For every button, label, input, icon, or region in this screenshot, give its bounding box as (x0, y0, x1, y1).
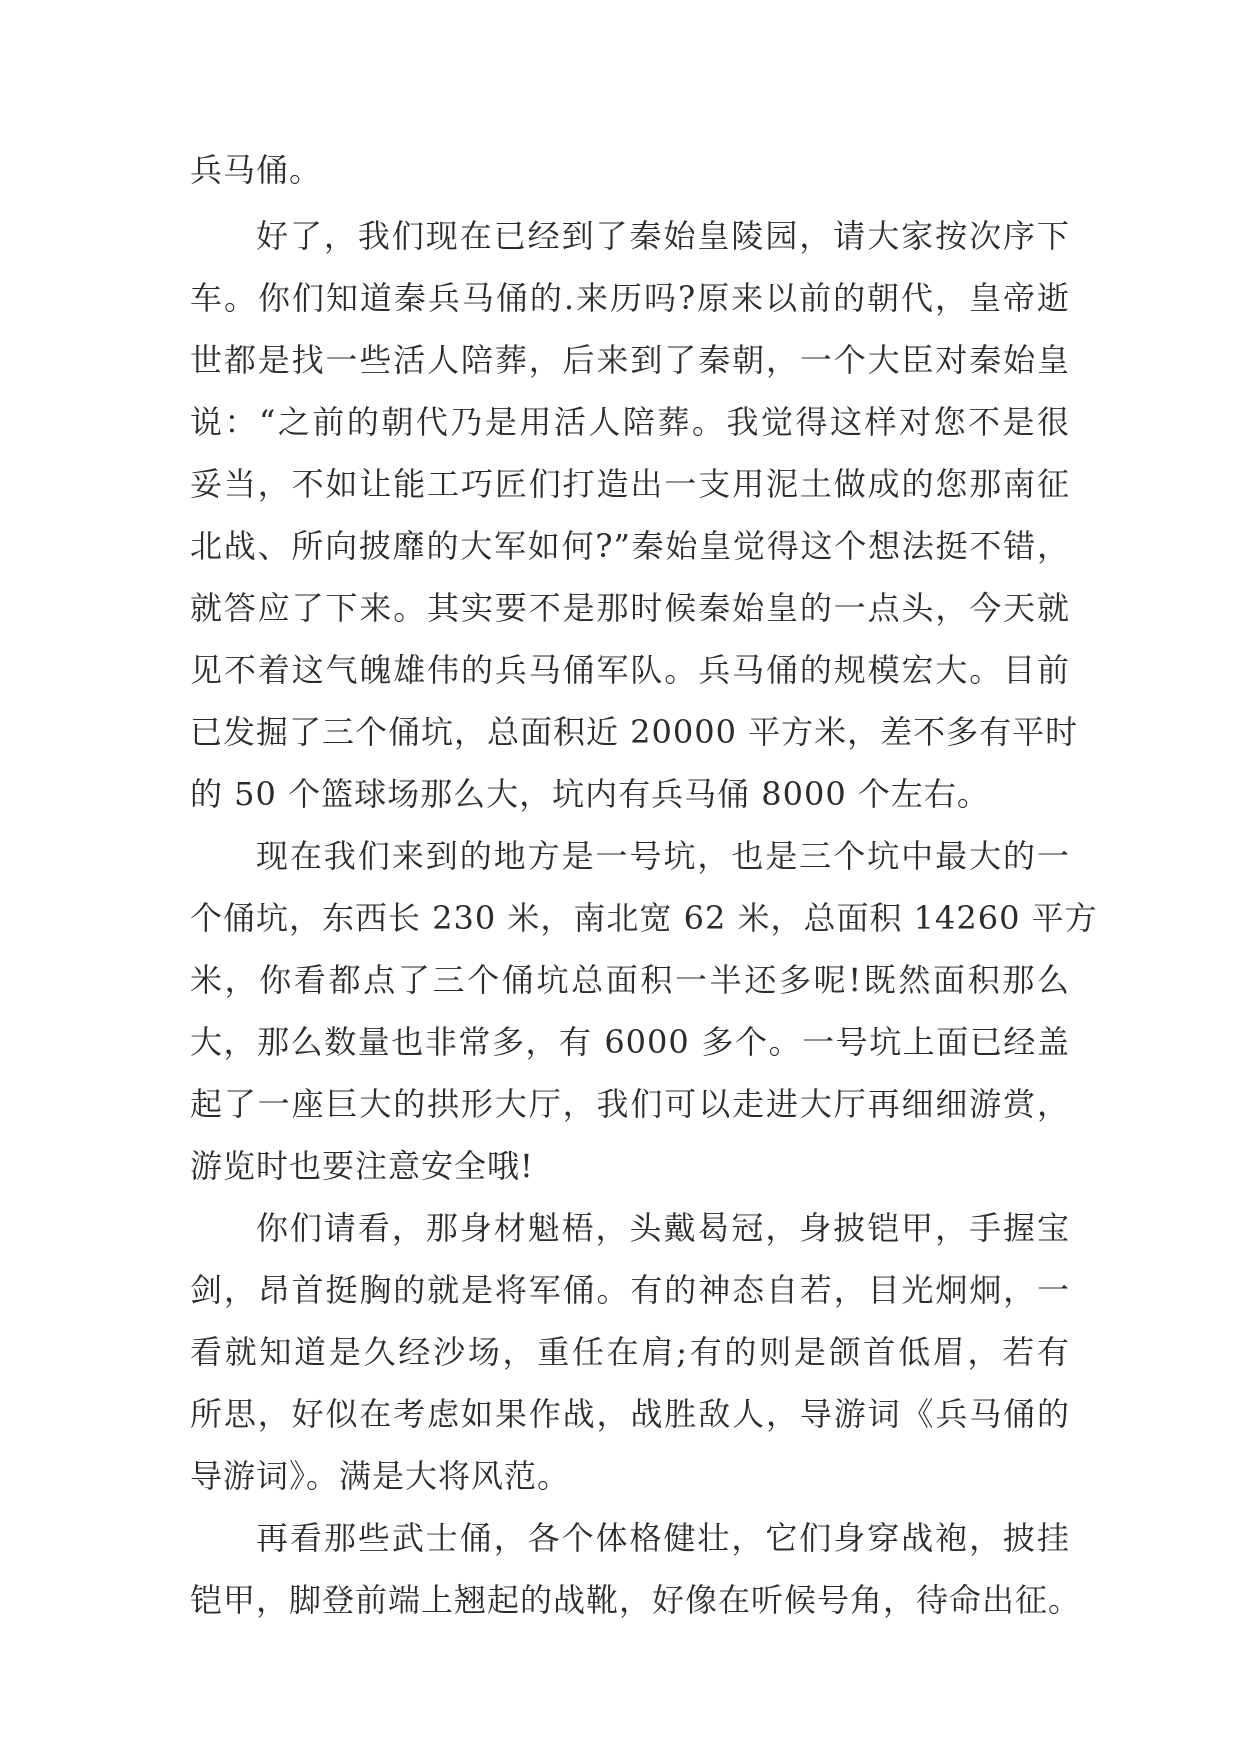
text-line: 已发掘了三个俑坑，总面积近 20000 平方米，差不多有平时 (190, 713, 1079, 751)
text-line: 看就知道是久经沙场，重任在肩;有的则是颌首低眉，若有 (190, 1333, 1070, 1371)
text-line: 就答应了下来。其实要不是那时候秦始皇的一点头，今天就 (190, 589, 1070, 627)
text-line: 起了一座巨大的拱形大厅，我们可以走进大厅再细细游赏， (190, 1085, 1070, 1123)
text-line: 说：“之前的朝代乃是用活人陪葬。我觉得这样对您不是很 (190, 403, 1070, 441)
text-line: 的 50 个篮球场那么大，坑内有兵马俑 8000 个左右。 (190, 775, 990, 813)
text-line: 剑，昂首挺胸的就是将军俑。有的神态自若，目光炯炯，一 (190, 1271, 1070, 1309)
text-line: 米，你看都点了三个俑坑总面积一半还多呢!既然面积那么 (190, 961, 1070, 999)
text-line: 游览时也要注意安全哦! (190, 1147, 534, 1185)
text-line: 导游词》。满是大将风范。 (190, 1457, 571, 1495)
text-line: 北战、所向披靡的大军如何?”秦始皇觉得这个想法挺不错， (190, 527, 1070, 565)
text-line: 个俑坑，东西长 230 米，南北宽 62 米，总面积 14260 平方 (190, 899, 1098, 937)
text-line: 妥当，不如让能工巧匠们打造出一支用泥土做成的您那南征 (190, 465, 1070, 503)
text-line: 铠甲，脚登前端上翘起的战靴，好像在听候号角，待命出征。 (190, 1581, 1082, 1619)
text-line: 你们请看，那身材魁梧，头戴曷冠，身披铠甲，手握宝 (256, 1209, 1070, 1247)
text-line: 世都是找一些活人陪葬，后来到了秦朝，一个大臣对秦始皇 (190, 341, 1070, 379)
text-line: 再看那些武士俑，各个体格健壮，它们身穿战袍，披挂 (256, 1519, 1070, 1557)
text-line: 兵马俑。 (190, 151, 323, 189)
text-line: 见不着这气魄雄伟的兵马俑军队。兵马俑的规模宏大。目前 (190, 651, 1070, 689)
text-line: 现在我们来到的地方是一号坑，也是三个坑中最大的一 (256, 837, 1070, 875)
text-line: 所思，好似在考虑如果作战，战胜敌人，导游词《兵马俑的 (190, 1395, 1070, 1433)
text-line: 好了，我们现在已经到了秦始皇陵园，请大家按次序下 (256, 217, 1070, 255)
text-line: 大，那么数量也非常多，有 6000 多个。一号坑上面已经盖 (190, 1023, 1070, 1061)
text-line: 车。你们知道秦兵马俑的.来历吗?原来以前的朝代，皇帝逝 (190, 279, 1070, 317)
